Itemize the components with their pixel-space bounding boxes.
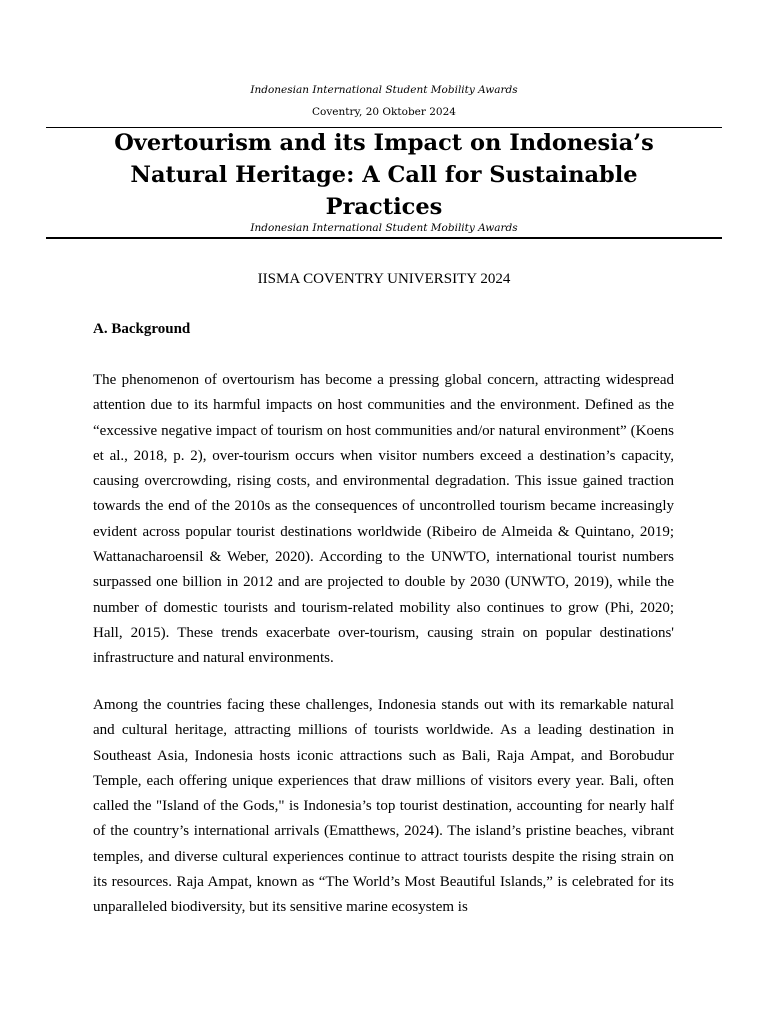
body-paragraph-1: The phenomenon of overtourism has become a pressing global concern, attracting widespread attention due to its harmful impacts on host communities and the environment. Defined as the “excessive negative impact of tourism on host communities and/or natural environment” (Koens et al., 2018, p. 2), over-tourism occurs when visitor numbers exceed a destination’s capacity, causing overcrowding, rising costs, and environmental degradation. This issue gained traction towards the end of the 2010s as the consequences of uncontrolled tourism became increasingly evident across popular tourist destinations worldwide (Ribeiro de Almeida & Quintano, 2019; Wattanacharoensil & Weber, 2020). According to the UNWTO, international tourist numbers surpassed one billion in 2012 and are projected to double by 2030 (UNWTO, 2019), while the number of domestic tourists and tourism-related mobility also continues to grow (Phi, 2020; Hall, 2015). These trends exacerbate over-tourism, causing strain on popular destinations' infrastructure and natural environments. xyxy=(93,372,674,667)
title-bottom-rule xyxy=(46,237,722,239)
page-title: Overtourism and its Impact on Indonesia’s Natural Heritage: A Call for Sustainable Practices xyxy=(114,130,654,220)
section-heading-background: A. Background xyxy=(93,321,191,337)
header-date: Coventry, 20 Oktober 2024 xyxy=(312,106,456,118)
organization-line: IISMA COVENTRY UNIVERSITY 2024 xyxy=(257,271,511,287)
body-paragraph-2: Among the countries facing these challenges, Indonesia stands out with its remarkable natural and cultural heritage, attracting millions of tourists worldwide. As a leading destination in Southeast Asia, Indonesia hosts iconic attractions such as Bali, Raja Ampat, and Borobudur Temple, each offering unique experiences that draw millions of visitors every year. Bali, often called the "Island of the Gods," is Indonesia’s top tourist destination, accounting for nearly half of the country’s international arrivals (Ematthews, 2024). The island’s pristine beaches, vibrant temples, and diverse cultural experiences continue to attract tourists despite the rising strain on its resources. Raja Ampat, known as “The World’s Most Beautiful Islands,” is celebrated for its unparalleled biodiversity, but its sensitive marine ecosystem is xyxy=(93,697,674,916)
title-subtitle: Indonesian International Student Mobility Awards xyxy=(250,222,518,234)
header-award-name: Indonesian International Student Mobility Awards xyxy=(250,84,518,96)
